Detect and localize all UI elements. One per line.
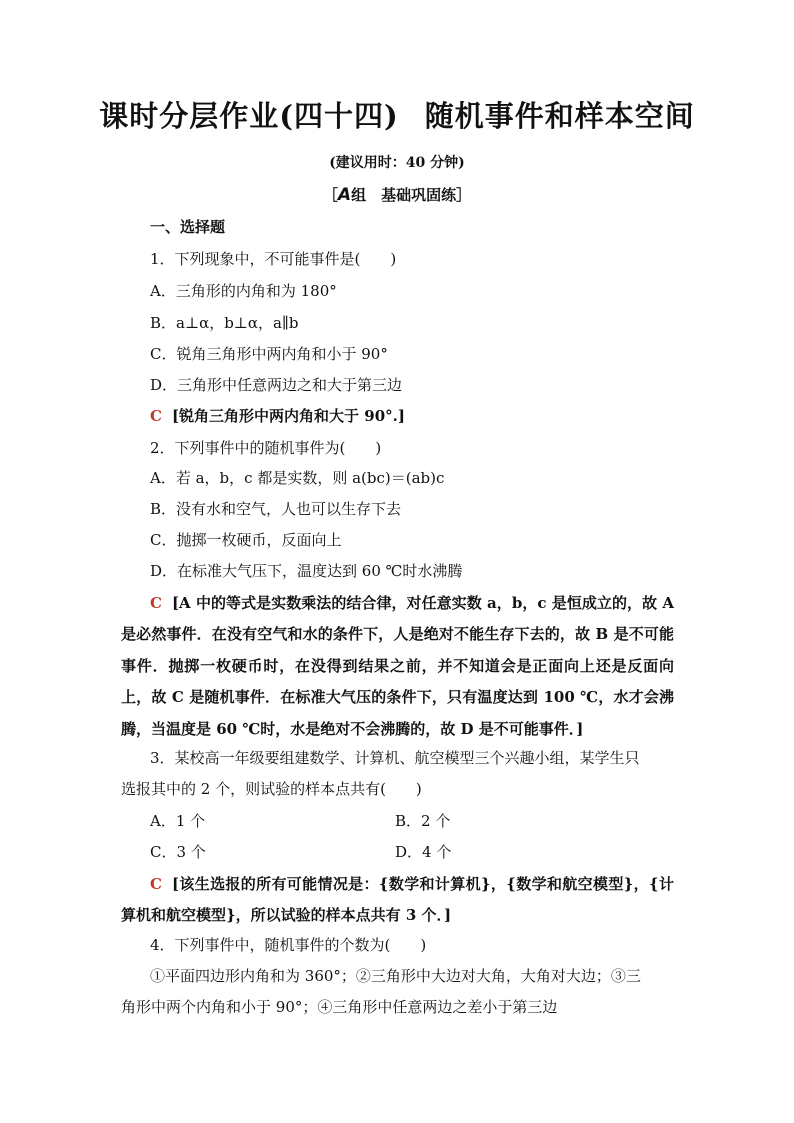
q1-option-c: C．锐角三角形中两内角和小于 90° xyxy=(150,345,388,363)
q2-option-c: C．抛掷一枚硬币，反面向上 xyxy=(150,531,342,549)
q2-explanation: [A 中的等式是实数乘法的结合律，对任意实数 a，b，c 是恒成立的，故 A 是必然事件．在没有空气和水的条件下，人是绝对不能生存下去的，故 B 是不可能事件．抛掷一枚硬币时，在没得到结果之前，并不知道会是正面向上还是反面向上，故 C 是随机事件．在标准大气压的条件下，只有温度达到 100 ℃，水才会沸腾，当温度是 60 ℃时，水是绝对不会沸腾的，故 D 是不可能事件．] xyxy=(121,594,674,738)
q4-body-line1: ①平面四边形内角和为 360°；②三角形中大边对大角，大角对大边；③三 xyxy=(150,967,641,985)
q4-body-line2: 角形中两个内角和小于 90°；④三角形中任意两边之差小于第三边 xyxy=(121,998,558,1016)
q3-answer-letter: C xyxy=(150,875,162,893)
q3-stem-line1: 3．某校高一年级要组建数学、计算机、航空模型三个兴趣小组，某学生只 xyxy=(150,749,640,767)
q2-option-d: D．在标准大气压下，温度达到 60 ℃时水沸腾 xyxy=(150,562,463,580)
q1-answer-letter: C xyxy=(150,407,162,425)
q3-stem-line2: 选报其中的 2 个，则试验的样本点共有( ) xyxy=(121,780,422,798)
suggested-time: (建议用时：40 分钟) xyxy=(329,155,465,171)
q1-stem: 1．下列现象中，不可能事件是( ) xyxy=(150,250,397,268)
q4-stem: 4．下列事件中，随机事件的个数为( ) xyxy=(150,936,427,954)
title-main: 课时分层作业(四十四) xyxy=(99,99,399,133)
q2-option-b: B．没有水和空气，人也可以生存下去 xyxy=(150,500,402,518)
q2-answer xyxy=(121,588,674,745)
section-heading: 一、选择题 xyxy=(150,218,226,236)
q3-option-c: C．3 个 xyxy=(150,843,206,861)
q3-option-b: B．2 个 xyxy=(395,812,451,830)
q1-option-d: D．三角形中任意两边之和大于第三边 xyxy=(150,376,403,394)
q1-answer xyxy=(150,405,405,427)
group-heading: ［A组 基础巩固练］ xyxy=(322,185,472,205)
q3-answer xyxy=(121,869,674,932)
q2-answer-letter: C xyxy=(150,594,162,612)
q3-explanation: [该生选报的所有可能情况是：{数学和计算机}，{数学和航空模型}，{计算机和航空模型}，所以试验的样本点共有 3 个．] xyxy=(121,875,674,925)
page-title xyxy=(0,94,794,135)
title-sub: 随机事件和样本空间 xyxy=(424,99,695,133)
q3-option-a: A．1 个 xyxy=(150,812,206,830)
q3-option-d: D．4 个 xyxy=(395,843,452,861)
q1-option-a: A．三角形的内角和为 180° xyxy=(150,282,337,300)
q1-option-b: B．a⊥α，b⊥α，a∥b xyxy=(150,314,299,332)
q2-option-a: A．若 a，b，c 都是实数，则 a(bc)＝(ab)c xyxy=(150,469,445,487)
q2-stem: 2．下列事件中的随机事件为( ) xyxy=(150,439,382,457)
q1-explanation: [锐角三角形中两内角和大于 90°.] xyxy=(171,407,405,425)
group-mark: A xyxy=(337,185,352,205)
